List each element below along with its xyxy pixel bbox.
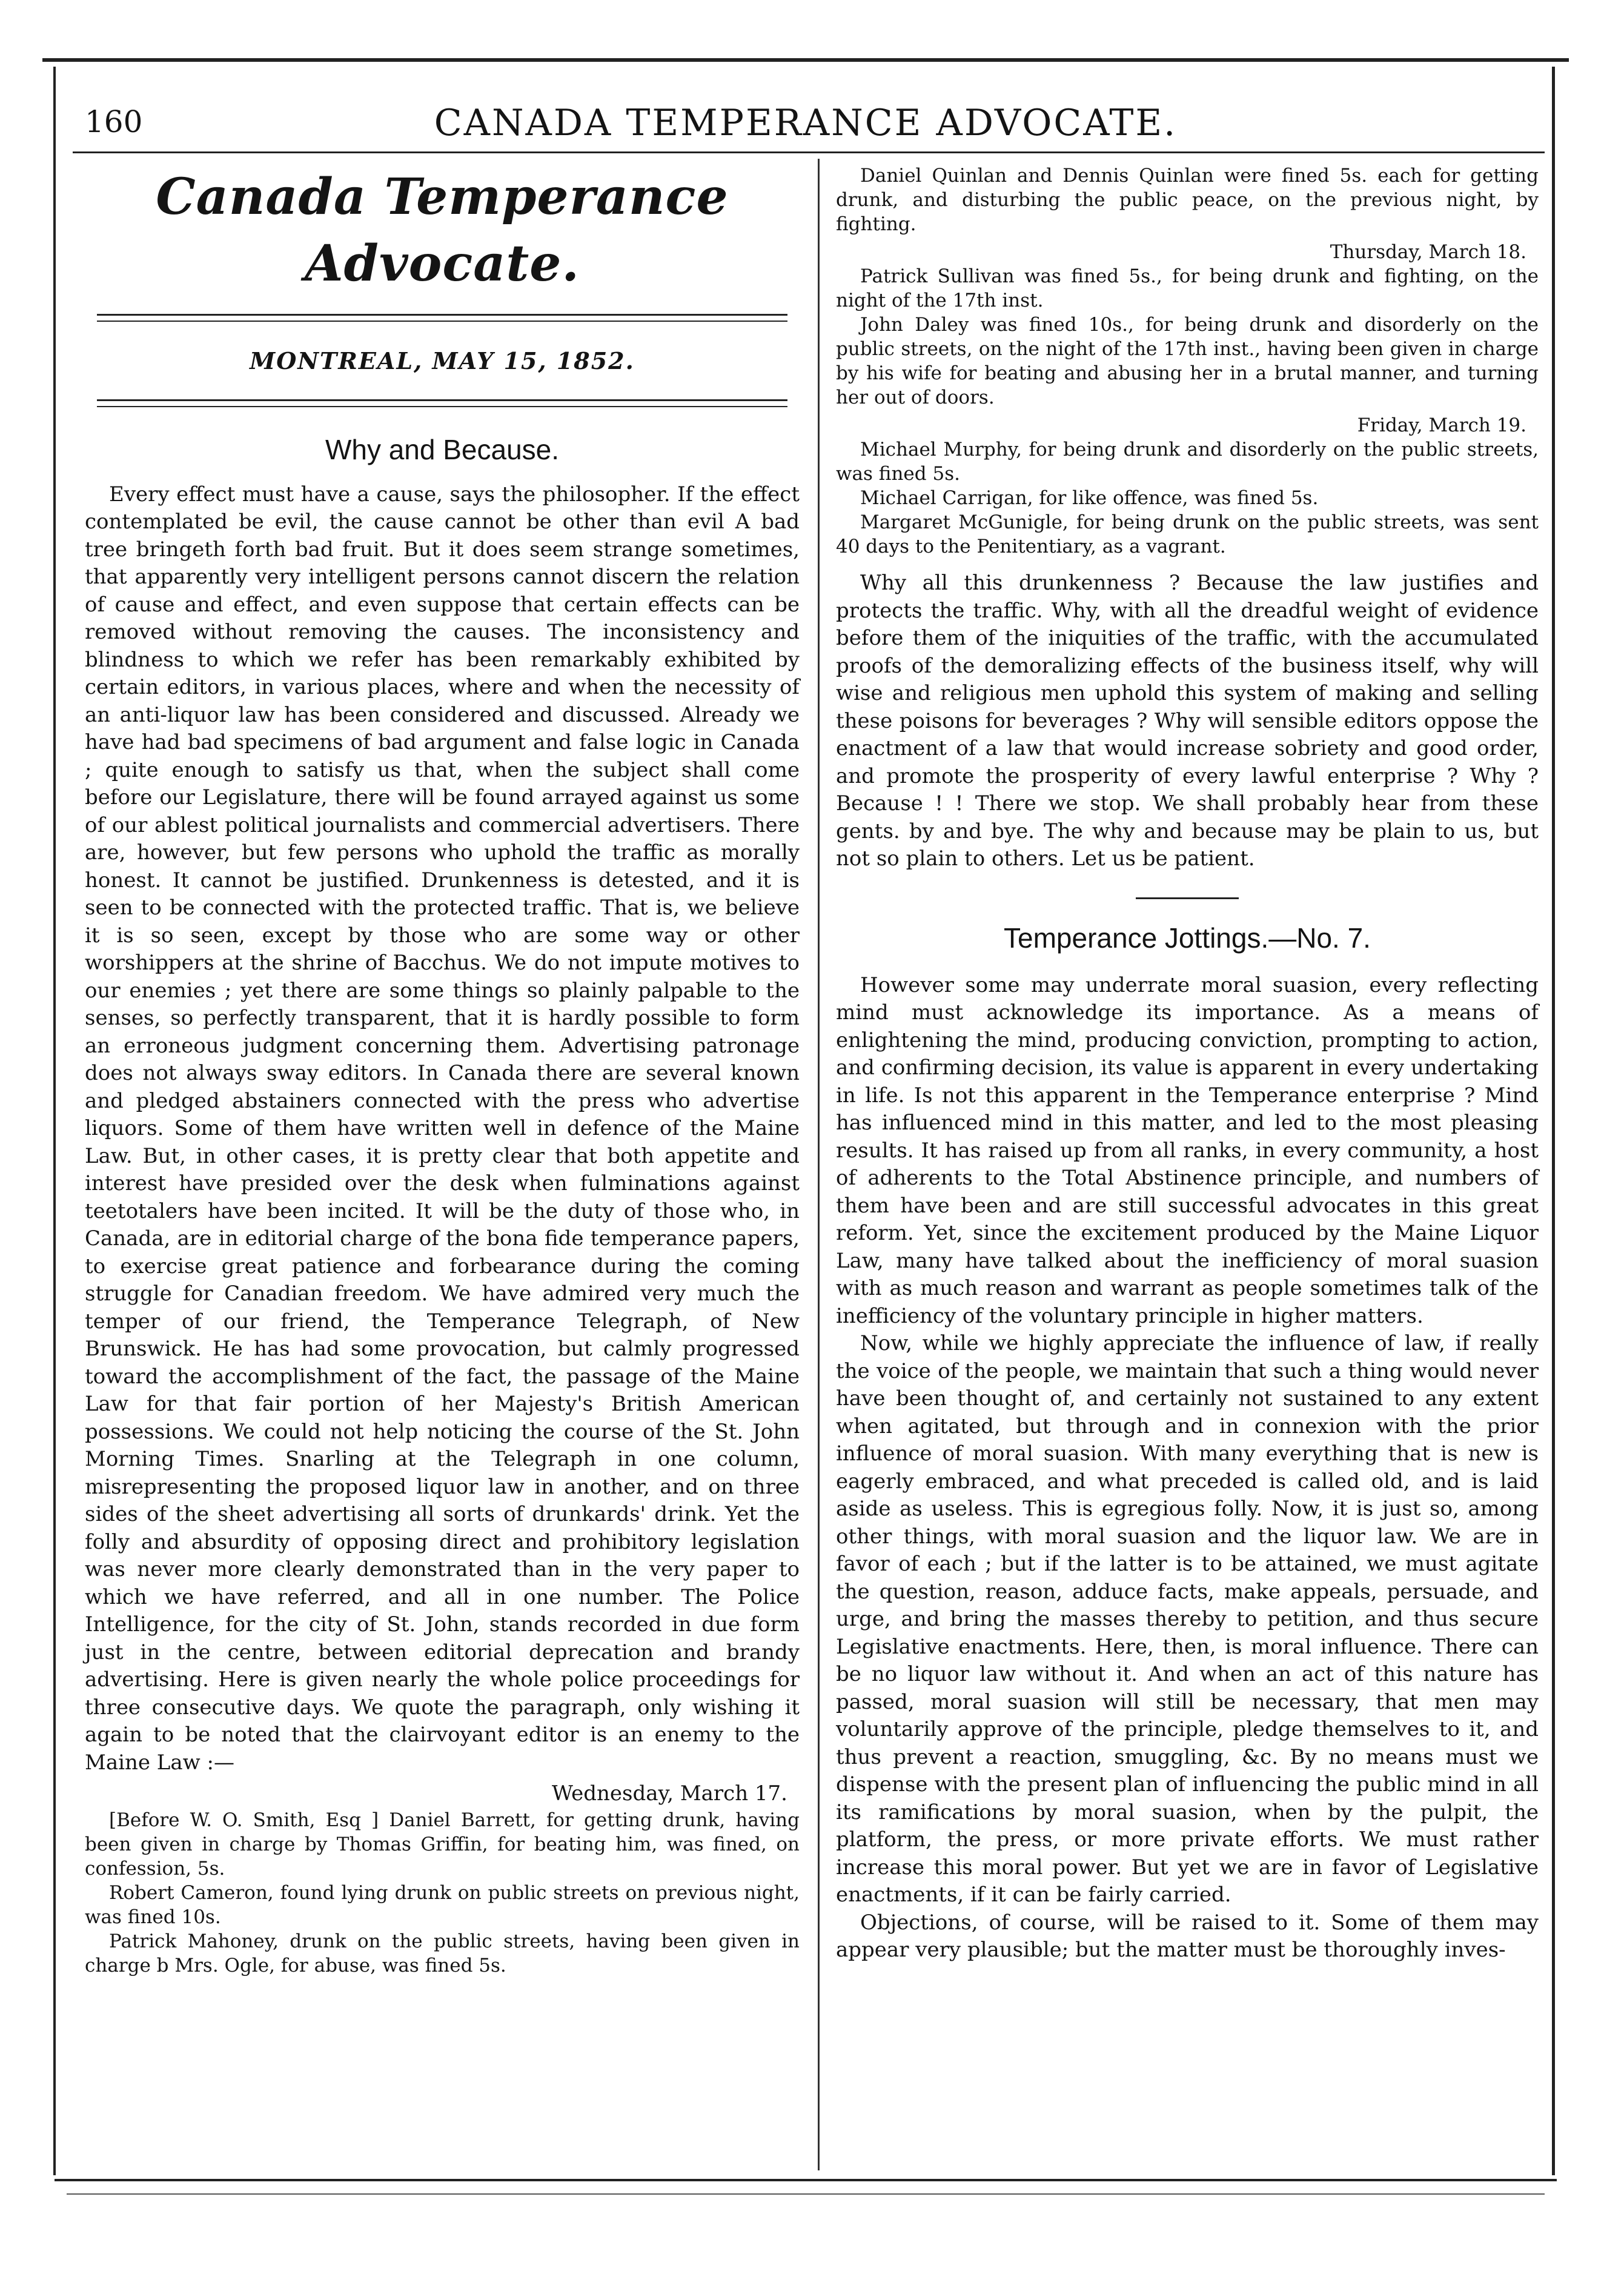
article-paragraph: However some may underrate moral suasion, every reflecting mind must acknowledge its importance. As a means of enlightening the mind, producing conviction, prompting to action, and confirming decision, its value is apparent in every undertaking in life. Is not this apparent in the Temperance enterprise ? Mind has influenced mind in this matter, and led to the most pleasing results. It has raised up from all ranks, in every community, a host of adherents to the Total Abstinence principle, and numbers of them have been and are still successful advocates in this great reform. Yet, since the excitement produced by the Maine Liquor Law, many have talked about the inefficiency of moral suasion with as much reason and warrant as people sometimes talk of the inefficiency of the voluntary principle in higher matters. bbox=[836, 972, 1539, 1328]
police-entry: Patrick Mahoney, drunk on the public streets, having been given in charge b Mrs. Ogle, for abuse, was fined 5s. bbox=[85, 1930, 800, 1976]
police-entry: Patrick Sullivan was fined 5s., for being drunk and fighting, on the night of the 17th inst. bbox=[836, 265, 1539, 311]
article-body: Every effect must have a cause, says the philosopher. If the effect contemplated be evil, the cause cannot be other than evil A bad tree bringeth forth bad fruit. But it does seem strange sometimes, that apparently very intelligent persons cannot discern the relation of cause and effect, and even suppose that certain effects can be removed without removing the causes. The inconsistency and blindness to which we refer has been remarkably exhibited by certain editors, in various places, where and when the necessity of an anti-liquor law has been considered and discussed. Already we have had bad specimens of bad argument and false logic in Canada ; quite enough to satisfy us that, when the subject shall come before our Legislature, there will be found arrayed against us some of our ablest political journalists and commercial advertisers. There are, however, but few persons who uphold the traffic as morally honest. It cannot be justified. Drunkenness is detested, and it is seen to be connected with the protected traffic. That is, we believe it is so seen, except by those who are some way or other worshippers at the shrine of Bacchus. We do not impute motives to our enemies ; yet there are some things so plainly palpable to the senses, so perfectly transparent, that it is hardly possible to form an erroneous judgment concerning them. Advertising patronage does not always sway editors. In Canada there are several known and pledged abstainers connected with the press who advertise liquors. Some of them have written well in defence of the Maine Law. But, in other cases, it is pretty clear that both appetite and interest have presided over the desk when fulminations against teetotalers have been incited. It will be the duty of those who, in Canada, are in editorial charge of the bona fide temperance papers, to exercise great patience and forbearance during the coming struggle for Canadian freedom. We have admired very much the temper of our friend, the Temperance Telegraph, of New Brunswick. He has had some provocation, but calmly progressed toward the accomplishment of the fact, the passage of the Maine Law for that fair portion of her Majesty's British American possessions. We could not help noticing the course of the St. John Morning Times. Snarling at the Telegraph in one column, misrepresenting the proposed liquor law in another, and on three sides of the sheet advertising all sorts of drunkards' drink. Yet the folly and absurdity of opposing direct and prohibitory legislation was never more clearly demonstrated than in the very paper to which we have referred, and all in one number. The Police Intelligence, for the city of St. John, stands recorded in due form just in the centre, between editorial deprecation and brandy advertising. Here is given nearly the whole police proceedings for three consecutive days. We quote the paragraph, only wishing it again to be noted that the clairvoyant editor is an enemy to the Maine Law :— bbox=[85, 482, 800, 1775]
police-entry: Michael Murphy, for being drunk and disorderly on the public streets, was fined 5s. bbox=[836, 439, 1539, 485]
column-divider bbox=[818, 159, 820, 2170]
article-closing: Why all this drunkenness ? Because the law justifies and protects the traffic. Why, with all the dreadful weight of evidence before them of the iniquities of the traffic, with the accumulated proofs of the demoralizing effects of the business itself, why will wise and religious men uphold this system of making and selling these poisons for beverages ? Why will sensible editors oppose the enactment of a law that would increase sobriety and good order, and promote the prosperity of every lawful enterprise ? Why ? Because ! ! There we stop. We shall probably hear from these gents. by and bye. The why and because may be plain to us, but not so plain to others. Let us be patient. bbox=[836, 571, 1539, 871]
police-date: Wednesday, March 17. bbox=[551, 1781, 787, 1806]
police-date: Friday, March 19. bbox=[1357, 414, 1526, 436]
police-date: Thursday, March 18. bbox=[1330, 241, 1526, 263]
running-title: CANADA TEMPERANCE ADVOCATE. bbox=[434, 102, 1178, 144]
police-entry: Daniel Quinlan and Dennis Quinlan were fined 5s. each for getting drunk, and disturbing the public peace, on the previous night, by fighting. bbox=[836, 165, 1539, 235]
police-entry: Robert Cameron, found lying drunk on public streets on previous night, was fined 10s. bbox=[85, 1881, 800, 1928]
masthead: Canada Temperance Advocate. bbox=[156, 168, 729, 293]
left-column bbox=[85, 164, 800, 1978]
section-separator bbox=[1136, 897, 1239, 899]
article-title: Temperance Jottings.—No. 7. bbox=[1004, 922, 1371, 954]
article-paragraph: Objections, of course, will be raised to it. Some of them may appear very plausible; but the matter must be thoroughly inves- bbox=[836, 1910, 1539, 1962]
masthead-rule bbox=[97, 314, 787, 322]
bottom-border-rule bbox=[55, 2179, 1557, 2181]
police-entry: [Before W. O. Smith, Esq ] Daniel Barrett, for getting drunk, having been given in charge by Thomas Griffin, for beating him, was fined, on confession, 5s. bbox=[85, 1809, 800, 1880]
right-column bbox=[836, 164, 1539, 1964]
police-entry: Margaret McGunigle, for being drunk on the public streets, was sent 40 days to the Penitentiary, as a vagrant. bbox=[836, 511, 1539, 557]
bottom-border-rule-thin bbox=[67, 2193, 1545, 2195]
article-title: Why and Because. bbox=[325, 433, 560, 465]
top-border-rule bbox=[42, 58, 1569, 62]
page-number: 160 bbox=[85, 104, 143, 139]
article-paragraph: Now, while we highly appreciate the influence of law, if really the voice of the people, we maintain that such a thing would never have been thought of, and certainly not sustained to any extent when agitated, but through and in connexion with the prior influence of moral suasion. With many everything that is new is eagerly embraced, and what preceded is called old, and is laid aside as useless. This is egregious folly. Now, it is just so, among other things, with moral suasion and the liquor law. We are in favor of each ; but if the latter is to be attained, we must agitate the question, reason, adduce facts, make appeals, persuade, and urge, and bring the masses thereby to petition, and thus secure Legislative enactments. Here, then, is moral influence. There can be no liquor law without it. And when an act of this nature has passed, moral suasion will still be necessary, that men may voluntarily approve of the principle, pledge themselves to it, and thus prevent a reaction, smuggling, &c. By no means must we dispense with the present plan of influencing the public mind in all its ramifications by moral suasion, when by the pulpit, the platform, the press, or more private efforts. We must rather increase this moral power. But yet we are in favor of Legislative enactments, if it can be fairly carried. bbox=[836, 1331, 1539, 1907]
dateline-rule bbox=[97, 399, 787, 407]
police-entry: Michael Carrigan, for like offence, was fined 5s. bbox=[860, 487, 1319, 509]
page-header bbox=[73, 102, 1539, 150]
header-rule bbox=[73, 151, 1545, 153]
dateline: MONTREAL, MAY 15, 1852. bbox=[250, 347, 635, 374]
police-entry: John Daley was fined 10s., for being drunk and disorderly on the public streets, on the night of the 17th inst., having been given in charge by his wife for beating and abusing her in a brutal manner, and turning her out of doors. bbox=[836, 314, 1539, 408]
